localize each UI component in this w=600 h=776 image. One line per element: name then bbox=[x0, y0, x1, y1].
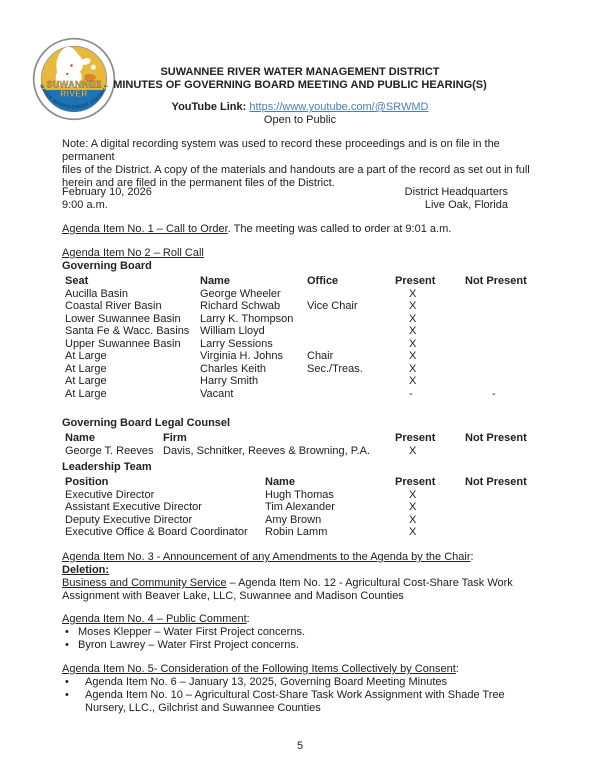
table-cell: Hugh Thomas bbox=[265, 488, 334, 501]
table-cell: At Large bbox=[65, 350, 107, 362]
leadership-team-table bbox=[65, 476, 538, 539]
deletion-paragraph bbox=[62, 577, 540, 603]
agenda-item-5-heading-line bbox=[62, 663, 540, 676]
table-cell: X bbox=[409, 501, 417, 513]
table-cell bbox=[465, 489, 538, 502]
table-cell: Executive Director bbox=[65, 488, 155, 501]
table-cell bbox=[465, 514, 538, 527]
note-line: files of the District. A copy of the materials and handouts are a part of the record as set out in full bbox=[62, 164, 530, 176]
table-header-row bbox=[65, 432, 538, 445]
table-cell bbox=[307, 313, 395, 326]
agenda-item-5-heading-suffix: : bbox=[455, 663, 459, 675]
col-office: Office bbox=[307, 275, 339, 287]
table-cell bbox=[465, 445, 538, 458]
table-cell: Coastal River Basin bbox=[65, 300, 162, 312]
agenda-item-2 bbox=[62, 247, 540, 400]
table-cell: X bbox=[409, 300, 417, 312]
table-cell: X bbox=[409, 312, 417, 325]
table-cell: Assistant Executive Director bbox=[65, 501, 202, 513]
table-cell bbox=[465, 325, 538, 338]
table-cell bbox=[465, 350, 538, 363]
col-not-present: Not Present bbox=[465, 476, 527, 488]
table-header-row bbox=[65, 476, 538, 489]
table-row bbox=[65, 514, 538, 527]
table-cell bbox=[465, 526, 538, 539]
list-item: • Byron Lawrey – Water First Project concerns. bbox=[62, 639, 540, 652]
table-cell: William Lloyd bbox=[200, 325, 265, 337]
agenda-item-5-heading: Agenda Item No. 5- Consideration of the Following Items Collectively by Consent bbox=[62, 663, 456, 675]
table-cell: Sec./Treas. bbox=[307, 362, 363, 375]
table-cell: Lower Suwannee Basin bbox=[65, 312, 181, 325]
table-cell: X bbox=[409, 287, 417, 300]
agenda-item-3-heading: Agenda Item No. 3 - Announcement of any Amendments to the Agenda by the Chair bbox=[62, 551, 471, 563]
recording-note bbox=[62, 138, 540, 190]
table-cell: X bbox=[409, 337, 417, 350]
table-row bbox=[65, 501, 538, 514]
list-item: • Agenda Item No. 10 – Agricultural Cost-Share Task Work Assignment with Shade Tree Nursery, LLC., Gilchrist and Suwannee Counties bbox=[62, 689, 540, 715]
col-seat: Seat bbox=[65, 275, 89, 287]
deletion-label: Deletion: bbox=[62, 564, 110, 576]
meeting-time: 9:00 a.m. bbox=[62, 199, 108, 211]
agenda-item-4-heading-line bbox=[62, 613, 540, 626]
col-name: Name bbox=[200, 275, 230, 287]
table-cell: Larry K. Thompson bbox=[200, 312, 294, 325]
table-row bbox=[65, 300, 538, 313]
governing-board-title: Governing Board bbox=[62, 260, 152, 272]
col-name: Name bbox=[265, 476, 295, 488]
agenda-item-1-text: . The meeting was called to order at 9:01 a.m. bbox=[227, 223, 452, 235]
table-row bbox=[65, 375, 538, 388]
agenda-item-4-heading: Agenda Item No. 4 – Public Comment bbox=[62, 613, 247, 625]
agenda-item-3-heading-line bbox=[62, 551, 540, 564]
col-name: Name bbox=[65, 432, 95, 444]
document-header bbox=[0, 66, 600, 127]
table-cell: - bbox=[492, 387, 496, 400]
location-line-1: District Headquarters bbox=[404, 186, 508, 198]
table-row bbox=[65, 388, 538, 401]
table-cell: Executive Office & Board Coordinator bbox=[65, 526, 248, 538]
leadership-team-section bbox=[62, 461, 540, 539]
deletion-service-name: Business and Community Service bbox=[62, 577, 227, 589]
table-row bbox=[65, 350, 538, 363]
table-cell: Vice Chair bbox=[307, 300, 358, 312]
table-cell: Deputy Executive Director bbox=[65, 513, 193, 526]
col-firm: Firm bbox=[163, 432, 187, 444]
table-cell bbox=[307, 338, 395, 351]
table-header-row bbox=[65, 275, 538, 288]
agenda-item-2-heading: Agenda Item No 2 – Roll Call bbox=[62, 247, 204, 259]
youtube-label: YouTube Link: bbox=[171, 101, 247, 113]
table-cell: X bbox=[409, 526, 417, 538]
table-cell: X bbox=[409, 325, 417, 337]
col-not-present: Not Present bbox=[465, 432, 527, 444]
agenda-item-3-heading-suffix: : bbox=[470, 551, 474, 563]
table-row bbox=[65, 313, 538, 326]
table-cell: X bbox=[409, 444, 417, 457]
table-row bbox=[65, 526, 538, 539]
table-cell: X bbox=[409, 375, 417, 387]
table-cell bbox=[307, 325, 395, 338]
table-cell: Larry Sessions bbox=[200, 337, 273, 350]
location-line-2: Live Oak, Florida bbox=[424, 199, 508, 211]
youtube-link[interactable]: https://www.youtube.com/@SRWMD bbox=[249, 101, 429, 113]
table-cell: Amy Brown bbox=[265, 513, 322, 526]
table-cell bbox=[465, 313, 538, 326]
table-cell: Charles Keith bbox=[200, 362, 267, 375]
table-cell: Richard Schwab bbox=[200, 300, 281, 312]
table-cell: At Large bbox=[65, 375, 107, 387]
table-cell bbox=[307, 388, 395, 401]
table-cell: Robin Lamm bbox=[265, 526, 328, 538]
col-position: Position bbox=[65, 476, 109, 488]
public-comment-list bbox=[62, 626, 540, 652]
table-cell: Tim Alexander bbox=[265, 501, 335, 513]
table-cell bbox=[465, 288, 538, 301]
col-present: Present bbox=[395, 476, 436, 488]
youtube-line bbox=[0, 101, 600, 114]
title-line-1: SUWANNEE RIVER WATER MANAGEMENT DISTRICT bbox=[160, 66, 440, 78]
list-item: • Moses Klepper – Water First Project concerns. bbox=[62, 626, 540, 639]
governing-board-table bbox=[65, 275, 538, 400]
table-cell: Virginia H. Johns bbox=[200, 350, 283, 362]
logo-text-river: RIVER bbox=[60, 88, 88, 99]
table-cell: Upper Suwannee Basin bbox=[65, 337, 181, 350]
deletion-text: – Agenda Item No. 12 - Agricultural Cost-Share Task Work Assignment with Beaver Lake, LLC, Suwannee and Madison Counties bbox=[62, 577, 513, 602]
table-cell bbox=[465, 375, 538, 388]
table-cell: George Wheeler bbox=[200, 287, 281, 300]
table-cell: - bbox=[409, 387, 413, 400]
agenda-item-1-heading: Agenda Item No. 1 – Call to Order bbox=[62, 223, 228, 235]
legal-counsel-section bbox=[62, 417, 540, 457]
title-line-2: MINUTES OF GOVERNING BOARD MEETING AND PUBLIC HEARING(S) bbox=[113, 79, 487, 91]
table-row bbox=[65, 325, 538, 338]
logo-ring-text: WATER MANAGEMENT DISTRICT bbox=[38, 83, 110, 110]
table-cell bbox=[465, 338, 538, 351]
open-to-public: Open to Public bbox=[263, 114, 337, 126]
table-row bbox=[65, 489, 538, 502]
table-row bbox=[65, 338, 538, 351]
table-cell: At Large bbox=[65, 387, 107, 400]
table-cell: X bbox=[409, 362, 417, 375]
table-cell bbox=[307, 288, 395, 301]
table-cell: Chair bbox=[307, 350, 334, 362]
page-number: 5 bbox=[296, 740, 304, 752]
table-cell bbox=[307, 375, 395, 388]
col-present: Present bbox=[395, 275, 436, 287]
table-cell: George T. Reeves bbox=[65, 444, 154, 457]
table-cell: Santa Fe & Wacc. Basins bbox=[65, 325, 190, 337]
table-cell: Harry Smith bbox=[200, 375, 259, 387]
table-cell: Davis, Schnitker, Reeves & Browning, P.A. bbox=[163, 444, 371, 457]
legal-counsel-table bbox=[65, 432, 538, 457]
note-line: Note: A digital recording system was used to record these proceedings and is on file in the permanent bbox=[62, 138, 500, 163]
list-item: • Agenda Item No. 6 – January 13, 2025, Governing Board Meeting Minutes bbox=[62, 676, 540, 689]
table-cell: X bbox=[409, 513, 417, 526]
agenda-item-4-heading-suffix: : bbox=[246, 613, 250, 625]
meeting-date: February 10, 2026 bbox=[62, 186, 152, 198]
agenda-item-4 bbox=[62, 613, 540, 652]
agenda-item-5 bbox=[62, 663, 540, 715]
legal-counsel-title: Governing Board Legal Counsel bbox=[62, 417, 231, 429]
logo-text-suwannee: SUWANNEE bbox=[46, 79, 102, 90]
table-cell bbox=[465, 300, 538, 313]
table-cell: Aucilla Basin bbox=[65, 287, 128, 300]
col-not-present: Not Present bbox=[465, 275, 527, 287]
note-line: herein and are filed in the permanent files of the District. bbox=[62, 177, 335, 189]
agenda-item-1 bbox=[62, 223, 540, 236]
table-cell: At Large bbox=[65, 362, 107, 375]
meeting-datetime bbox=[62, 186, 152, 212]
table-row bbox=[65, 363, 538, 376]
table-cell: X bbox=[409, 350, 417, 362]
table-cell: X bbox=[409, 488, 417, 501]
table-cell bbox=[465, 501, 538, 514]
table-cell bbox=[465, 363, 538, 376]
leadership-team-title: Leadership Team bbox=[62, 461, 152, 473]
consent-items-list bbox=[62, 676, 540, 715]
table-cell: Vacant bbox=[200, 387, 234, 400]
agenda-item-3 bbox=[62, 551, 540, 603]
col-present: Present bbox=[395, 432, 436, 444]
meeting-location bbox=[405, 186, 508, 212]
meeting-info bbox=[62, 186, 508, 212]
table-row bbox=[65, 445, 538, 458]
table-row bbox=[65, 288, 538, 301]
